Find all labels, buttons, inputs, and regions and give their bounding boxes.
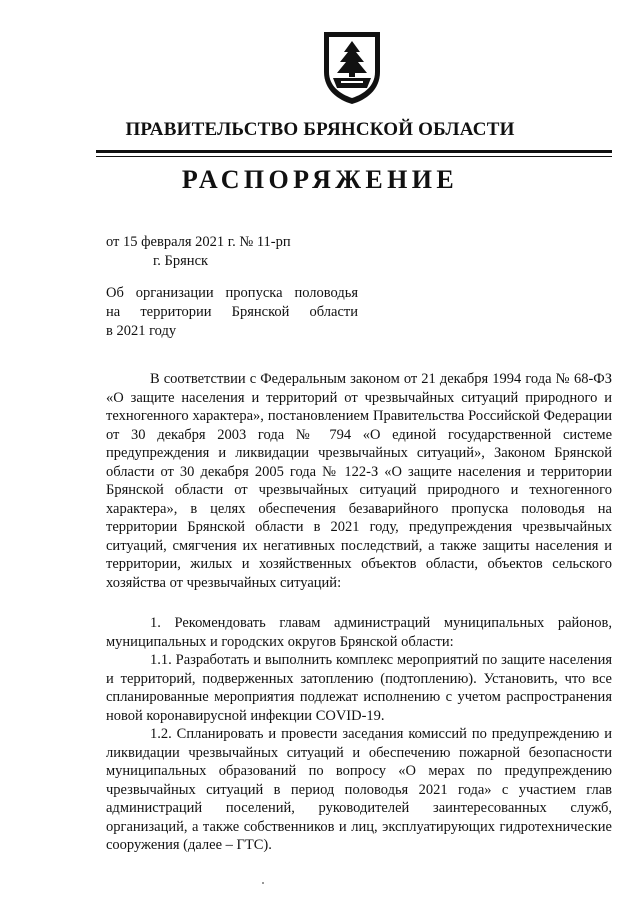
document-type-title: РАСПОРЯЖЕНИЕ <box>181 165 459 194</box>
item-1-2: 1.2. Спланировать и провести заседания комиссий по предупреждению и ликвидации чрезвычайных ситуаций и обеспечению пожарной безопасности муниципальных образований по вопросу «О мерах по предупреждению чрезвычайных ситуаций в период половодья 2021 года» с участием глав администраций поселений, руководителей заинтересованных служб, организаций, а также собственников и лиц, эксплуатирующих гидротехнические сооружения (далее – ГТС). <box>106 726 612 853</box>
date-number: от 15 февраля 2021 г. № 11-рп <box>106 234 291 250</box>
organization-name: ПРАВИТЕЛЬСТВО БРЯНСКОЙ ОБЛАСТИ <box>125 119 515 140</box>
scan-speck <box>262 882 264 884</box>
coat-of-arms-icon <box>320 28 384 106</box>
header-rule-thin <box>96 156 612 157</box>
subject-line: в 2021 году <box>106 323 177 339</box>
item-1: 1. Рекомендовать главам администраций муниципальных районов, муниципальных и городских округов Брянской области: <box>106 615 612 650</box>
subject-heading <box>106 284 358 341</box>
document-body <box>106 370 612 855</box>
item-1-1: 1.1. Разработать и выполнить комплекс мероприятий по защите населения и территорий, подверженных затоплению (подтоплению). Установить, что все спланированные мероприятия подлежат исполнению с учетом распространения новой коронавирусной инфекции COVID-19. <box>106 652 612 724</box>
city: г. Брянск <box>153 253 209 269</box>
subject-line: на территории Брянской области <box>106 304 358 320</box>
subject-line: Об организации пропуска половодья <box>106 285 358 301</box>
header-rule-thick <box>96 150 612 153</box>
preamble-paragraph: В соответствии с Федеральным законом от 21 декабря 1994 года № 68-ФЗ «О защите населения и территорий от чрезвычайных ситуаций природного и техногенного характера», постановлением Правительства Российской Федерации от 30 декабря 2003 года № 794 «О единой государственной системе предупреждения и ликвидации чрезвычайных ситуаций», Законом Брянской области от 30 декабря 2005 года № 122-З «О защите населения и территории Брянской области от чрезвычайных ситуаций природного и техногенного характера», в целях обеспечения безаварийного пропуска половодья на территории Брянской области в 2021 году, предупреждения чрезвычайных ситуаций, смягчения их негативных последствий, а также защиты населения и территории, жилых и хозяйственных объектов области, объектов сельского хозяйства от чрезвычайных ситуаций: <box>106 371 612 591</box>
